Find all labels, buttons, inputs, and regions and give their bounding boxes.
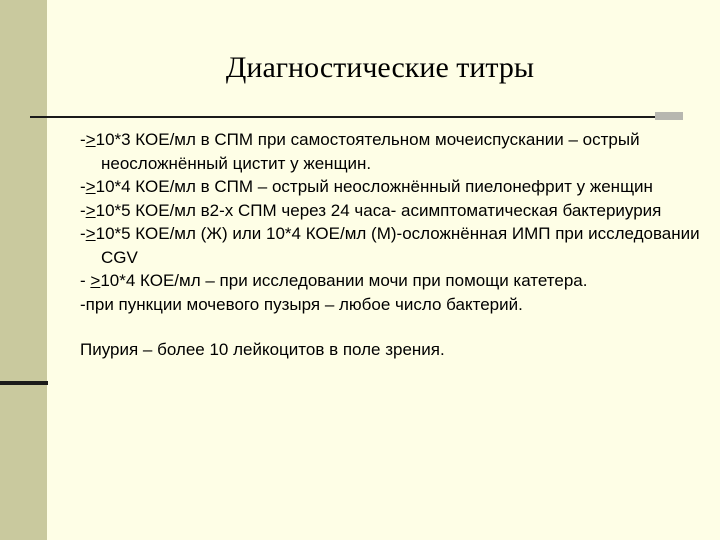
title-divider: [30, 116, 655, 118]
item-text: 10*5 КОЕ/мл в2-х СПМ через 24 часа- асимптоматическая бактериурия: [95, 200, 662, 220]
item-text: 10*4 КОЕ/мл – при исследовании мочи при помощи катетера.: [100, 271, 588, 290]
item-prefix: -: [80, 224, 86, 243]
gte-symbol: >: [90, 271, 101, 290]
slide-content: [80, 128, 700, 362]
item-prefix: -: [80, 130, 86, 149]
item-text: 10*4 КОЕ/мл в СПМ – острый неосложнённый пиелонефрит у женщин: [95, 177, 653, 196]
title-divider-accent: [655, 112, 683, 120]
gte-symbol: >: [85, 200, 96, 220]
item-prefix: -: [80, 177, 86, 196]
list-item: [80, 199, 700, 223]
item-text: 10*5 КОЕ/мл (Ж) или 10*4 КОЕ/мл (М)-осложнённая ИМП при исследовании CGV: [95, 224, 700, 267]
item-text: при пункции мочевого пузыря – любое число бактерий.: [85, 294, 523, 314]
item-prefix: -: [80, 200, 86, 220]
item-prefix: -: [80, 294, 86, 314]
list-item: [80, 175, 700, 199]
item-prefix: -: [80, 271, 91, 290]
list-item: [80, 269, 700, 293]
list-item: [80, 293, 700, 317]
gte-symbol: >: [85, 130, 96, 149]
list-item: [80, 128, 700, 175]
gte-symbol: >: [85, 177, 96, 196]
item-text: 10*3 КОЕ/мл в СПМ при самостоятельном мочеиспускании – острый неосложнённый цистит у женщин.: [95, 130, 640, 173]
side-decor-bar: [0, 0, 47, 540]
list-item: [80, 222, 700, 269]
footer-note: Пиурия – более 10 лейкоцитов в поле зрения.: [80, 340, 445, 359]
spacer: [80, 316, 700, 338]
gte-symbol: >: [85, 224, 96, 243]
side-decor-line: [0, 381, 48, 385]
slide-title: Диагностические титры: [225, 51, 535, 84]
